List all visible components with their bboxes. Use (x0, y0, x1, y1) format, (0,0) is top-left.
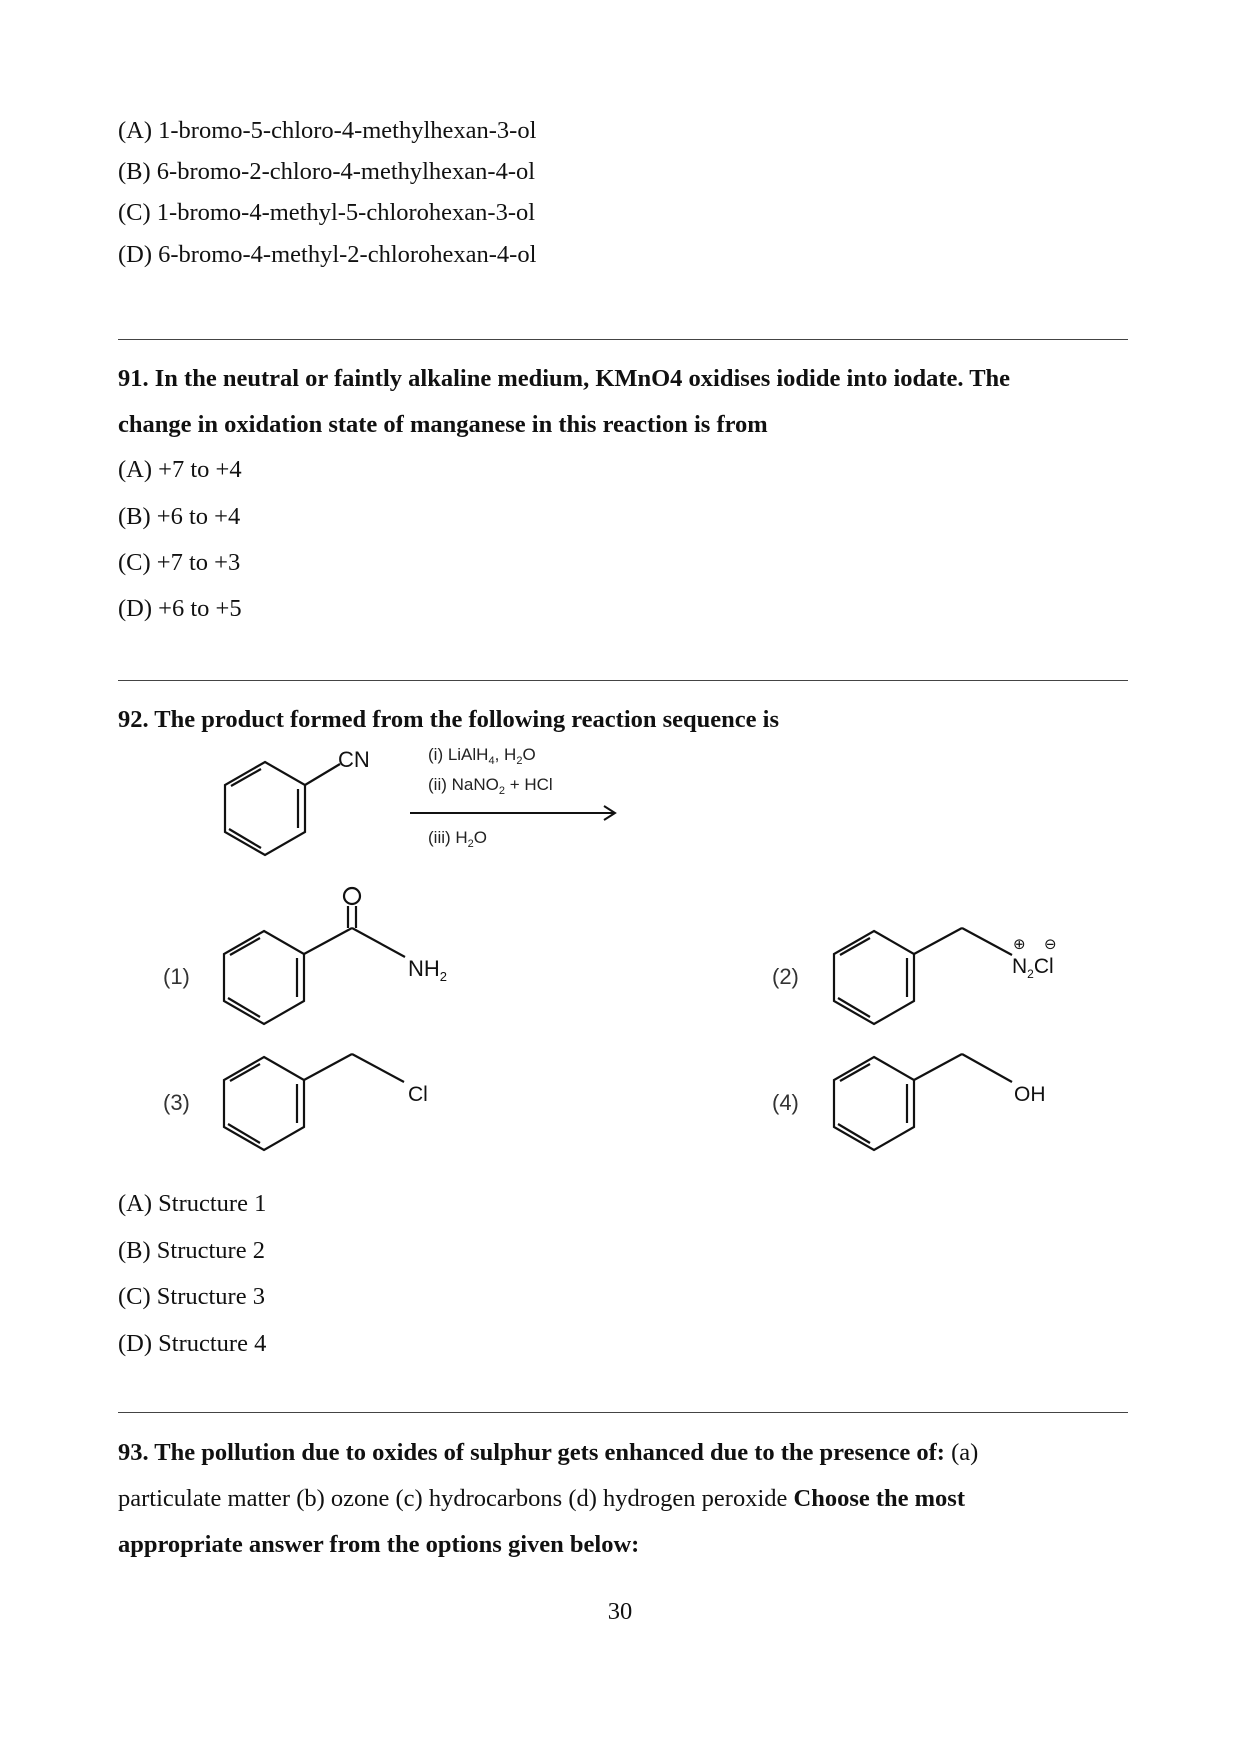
q92-option-b: (B) Structure 2 (118, 1237, 265, 1264)
divider (118, 1412, 1128, 1413)
q90-option-b: (B) 6-bromo-2-chloro-4-methylhexan-4-ol (118, 158, 536, 185)
q93-stem-line3: appropriate answer from the options given below: (118, 1531, 640, 1558)
q91-option-b: (B) +6 to +4 (118, 503, 241, 530)
structure-3-label: (3) (163, 1090, 190, 1115)
q93-stem-line2: particulate matter (b) ozone (c) hydrocarbons (d) hydrogen peroxide Choose the most (118, 1485, 966, 1512)
structure-4-label: (4) (772, 1090, 799, 1115)
divider (118, 339, 1128, 340)
q91-stem-line2: change in oxidation state of manganese in this reaction is from (118, 411, 768, 438)
reaction-scheme (0, 730, 700, 880)
q92-option-c: (C) Structure 3 (118, 1283, 265, 1310)
benzonitrile-structure (225, 762, 340, 855)
structure-2-diazonium-group: $N_2Cl$ (1012, 955, 1054, 981)
q91-stem-line1: 91. In the neutral or faintly alkaline medium, KMnO4 oxidises iodide into iodate. The (118, 365, 1011, 392)
q90-option-c: (C) 1-bromo-4-methyl-5-chlorohexan-3-ol (118, 199, 536, 226)
structure-1-amide-group: $NH_2$ (408, 956, 448, 984)
divider (118, 680, 1128, 681)
page-number: 30 (607, 1598, 633, 1625)
q92-stem: 92. The product formed from the following reaction sequence is (118, 706, 780, 733)
q91-option-a: (A) +7 to +4 (118, 456, 242, 483)
answer-structures (0, 880, 1240, 1180)
structure-1 (224, 888, 405, 1024)
reactant-group-label: CN (338, 747, 370, 772)
structure-1-label: (1) (163, 964, 190, 989)
structure-4-hydroxyl-group: OH (1014, 1083, 1046, 1106)
condition-2: (ii) NaNO$_2$ + HCl (428, 775, 553, 797)
q93-stem-line1: 93. The pollution due to oxides of sulphur gets enhanced due to the presence of: (a) (118, 1439, 979, 1466)
q90-option-a: (A) 1-bromo-5-chloro-4-methylhexan-3-ol (118, 117, 537, 144)
condition-3: (iii) $H_2O$ (428, 828, 488, 850)
condition-1: (i) LiAlH$_4$, $H_2O$ (428, 745, 536, 767)
structure-4 (834, 1054, 1012, 1150)
structure-2 (834, 928, 1012, 1024)
q92-option-a: (A) Structure 1 (118, 1190, 267, 1217)
structure-3 (224, 1054, 404, 1150)
q92-option-d: (D) Structure 4 (118, 1330, 267, 1357)
q90-option-d: (D) 6-bromo-4-methyl-2-chlorohexan-4-ol (118, 241, 537, 268)
structure-2-label: (2) (772, 964, 799, 989)
reaction-arrow (410, 806, 615, 820)
q91-option-c: (C) +7 to +3 (118, 549, 241, 576)
plus-charge-icon: ⊕ (1013, 936, 1026, 953)
structure-3-chloro-group: Cl (408, 1083, 428, 1106)
minus-charge-icon: ⊖ (1044, 936, 1057, 953)
q91-option-d: (D) +6 to +5 (118, 595, 242, 622)
